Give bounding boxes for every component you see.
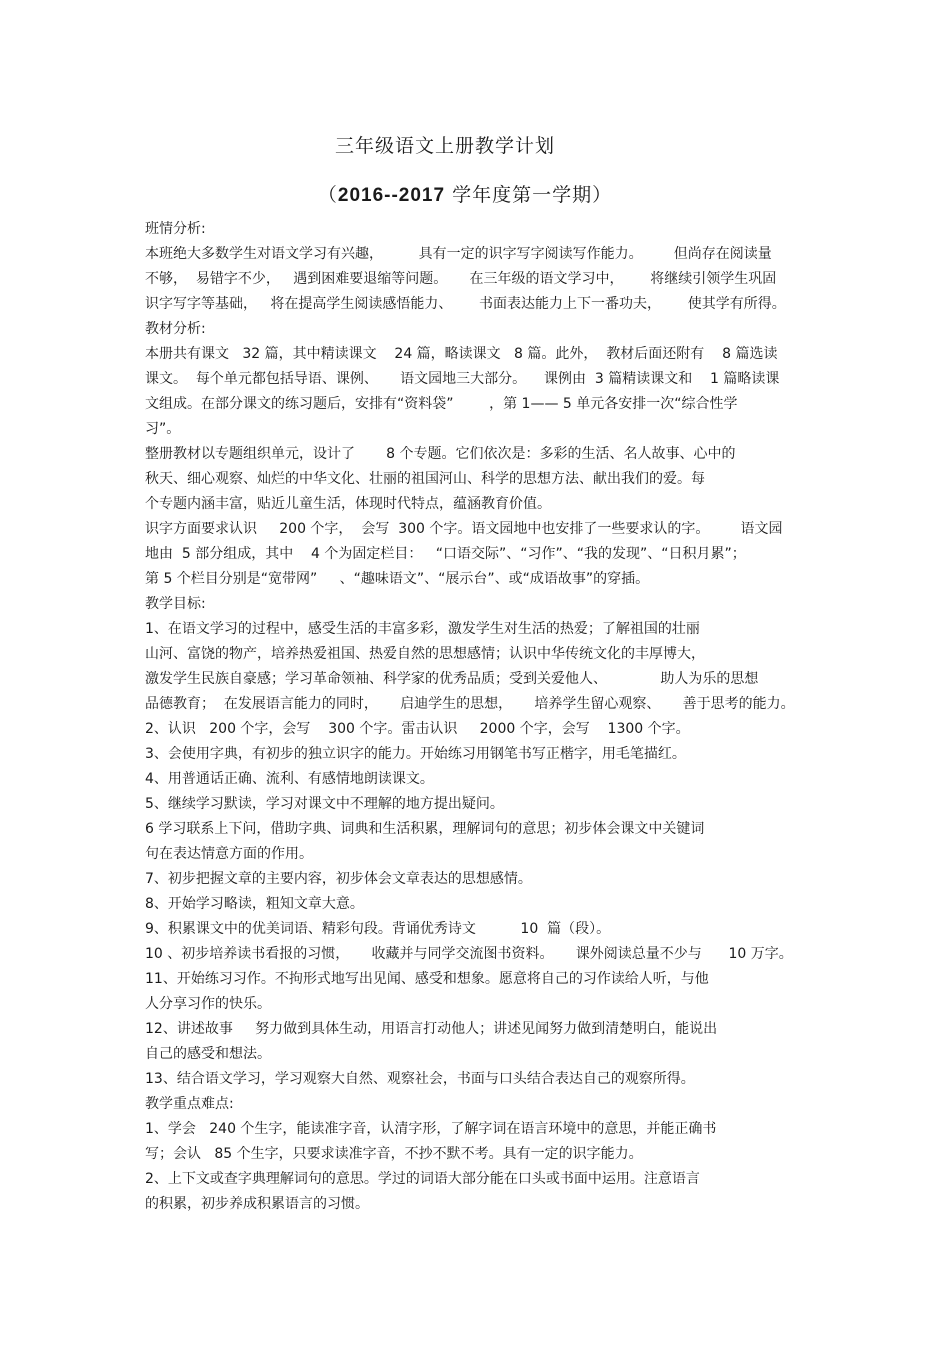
- paragraph-line: 习”。: [145, 421, 181, 437]
- subtitle-open-paren: （: [317, 184, 338, 206]
- paragraph-line: 的积累，初步养成积累语言的习惯。: [145, 1196, 369, 1212]
- paragraph-line: 写；会认 85 个生字，只要求读准字音，不抄不默不考。具有一定的识字能力。: [145, 1146, 643, 1162]
- paragraph-line: 3、会使用字典，有初步的独立识字的能力。开始练习用钢笔书写正楷字，用毛笔描红。: [145, 746, 686, 762]
- paragraph-line: 山河、富饶的物产，培养热爱祖国、热爱自然的思想感情；认识中华传统文化的丰厚博大，: [145, 646, 705, 662]
- paragraph-line: 品德教育； 在发展语言能力的同时， 启迪学生的思想， 培养学生留心观察、 善于思考的能力。: [145, 696, 795, 712]
- paragraph-line: 6 学习联系上下问，借助字典、词典和生活积累，理解词句的意思；初步体会课文中关键词: [145, 821, 705, 837]
- paragraph-line: 识字方面要求认识 200 个字， 会写 300 个字。语文园地中也安排了一些要求认的字。 语文园: [145, 521, 783, 537]
- paragraph-line: 5、继续学习默读，学习对课文中不理解的地方提出疑问。: [145, 796, 504, 812]
- paragraph-line: 2、认识 200 个字，会写 300 个字。雷击认识 2000 个字，会写 1300 个字。: [145, 721, 690, 737]
- document-body: [145, 217, 815, 1217]
- paragraph-line: 9、积累课文中的优美词语、精彩句段。背诵优秀诗文 10 篇（段）。: [145, 921, 611, 937]
- paragraph-line: 2、上下文或查字典理解词句的意思。学过的词语大部分能在口头或书面中运用。注意语言: [145, 1171, 700, 1187]
- paragraph-line: 不够， 易错字不少， 遇到困难要退缩等问题。 在三年级的语文学习中， 将继续引领学生巩固: [145, 271, 777, 287]
- paragraph-line: 句在表达情意方面的作用。: [145, 846, 313, 862]
- paragraph-line: 11、开始练习习作。不拘形式地写出见闻、感受和想象。愿意将自己的习作读给人听，与他: [145, 971, 709, 987]
- paragraph-line: 本册共有课文 32 篇，其中精读课文 24 篇，略读课文 8 篇。此外， 教材后面还附有 8 篇选读: [145, 346, 778, 362]
- paragraph-line: 10 、初步培养读书看报的习惯， 收藏并与同学交流图书资料。 课外阅读总量不少与 10 万字。: [145, 946, 793, 962]
- section-heading: 教材分析:: [145, 321, 206, 337]
- paragraph-line: 整册教材以专题组织单元，设计了 8 个专题。它们依次是：多彩的生活、名人故事、心中的: [145, 446, 736, 462]
- paragraph-line: 个专题内涵丰富，贴近儿童生活，体现时代特点，蕴涵教育价值。: [145, 496, 551, 512]
- section-heading: 班情分析:: [145, 221, 206, 237]
- paragraph-line: 文组成。在部分课文的练习题后，安排有“资料袋” ，第 1—— 5 单元各安排一次“综合性学: [145, 396, 738, 412]
- paragraph-line: 第 5 个栏目分别是“宽带网” 、“趣味语文”、“展示台”、或“成语故事”的穿插。: [145, 571, 650, 587]
- paragraph-line: 课文。 每个单元都包括导语、课例、 语文园地三大部分。 课例由 3 篇精读课文和 1 篇略读课: [145, 371, 780, 387]
- subtitle-years: 2016--2017: [337, 185, 446, 206]
- section-heading: 教学目标:: [145, 596, 206, 612]
- paragraph-line: 7、初步把握文章的主要内容，初步体会文章表达的思想感情。: [145, 871, 532, 887]
- paragraph-line: 1、在语文学习的过程中，感受生活的丰富多彩，激发学生对生活的热爱；了解祖国的壮丽: [145, 621, 700, 637]
- document-title: 三年级语文上册教学计划: [334, 135, 555, 157]
- paragraph-line: 本班绝大多数学生对语文学习有兴趣， 具有一定的识字写字阅读写作能力。 但尚存在阅读量: [145, 246, 772, 262]
- paragraph-line: 1、学会 240 个生字，能读准字音，认清字形，了解字词在语言环境中的意思，并能正确书: [145, 1121, 717, 1137]
- paragraph-line: 13、结合语文学习，学习观察大自然、观察社会，书面与口头结合表达自己的观察所得。: [145, 1071, 695, 1087]
- paragraph-line: 激发学生民族自豪感；学习革命领袖、科学家的优秀品质；受到关爱他人、 助人为乐的思想: [145, 671, 759, 687]
- paragraph-line: 识字写字等基础， 将在提高学生阅读感悟能力、 书面表达能力上下一番功夫， 使其学有所得。: [145, 296, 786, 312]
- paragraph-line: 秋天、细心观察、灿烂的中华文化、壮丽的祖国河山、科学的思想方法、献出我们的爱。每: [145, 471, 705, 487]
- document-subtitle: [0, 180, 940, 207]
- section-heading: 教学重点难点:: [145, 1096, 234, 1112]
- subtitle-rest: 学年度第一学期）: [445, 184, 613, 206]
- paragraph-line: 人分享习作的快乐。: [145, 996, 271, 1012]
- paragraph-line: 自己的感受和想法。: [145, 1046, 271, 1062]
- paragraph-line: 4、用普通话正确、流利、有感情地朗读课文。: [145, 771, 434, 787]
- paragraph-line: 12、讲述故事 努力做到具体生动，用语言打动他人；讲述见闻努力做到清楚明白，能说出: [145, 1021, 718, 1037]
- paragraph-line: 地由 5 部分组成，其中 4 个为固定栏目： “口语交际”、“习作”、“我的发现”、“日积月累”；: [145, 546, 746, 562]
- paragraph-line: 8、开始学习略读，粗知文章大意。: [145, 896, 364, 912]
